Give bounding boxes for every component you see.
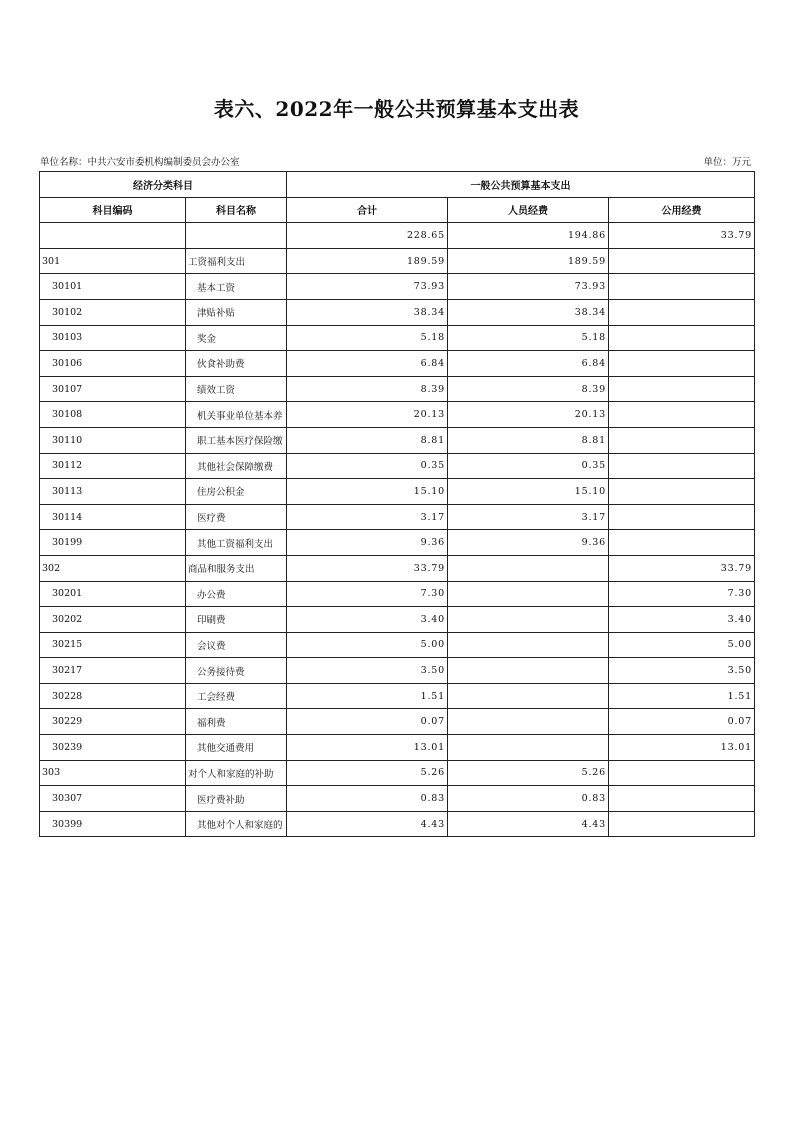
cell-public — [609, 530, 755, 556]
cell-public — [609, 376, 755, 402]
cell-personnel — [448, 581, 609, 607]
table-row — [40, 530, 755, 556]
cell-code: 30202 — [40, 607, 186, 633]
table-row — [40, 709, 755, 735]
cell-total: 8.39 — [287, 376, 448, 402]
cell-name: 会议费 — [186, 632, 287, 658]
cell-code: 30102 — [40, 299, 186, 325]
table-row — [40, 555, 755, 581]
page-title: 表六、2022年一般公共预算基本支出表 — [213, 97, 580, 121]
cell-code: 30229 — [40, 709, 186, 735]
cell-public — [609, 811, 755, 837]
cell-total: 6.84 — [287, 351, 448, 377]
cell-public — [609, 248, 755, 274]
econ-class-header: 经济分类科目 — [40, 172, 287, 198]
cell-total: 3.50 — [287, 658, 448, 684]
cell-name: 其他对个人和家庭的 — [186, 811, 287, 837]
cell-personnel — [448, 709, 609, 735]
cell-public: 13.01 — [609, 735, 755, 761]
table-row — [40, 325, 755, 351]
table-row — [40, 299, 755, 325]
cell-name: 奖金 — [186, 325, 287, 351]
cell-name: 公务接待费 — [186, 658, 287, 684]
cell-name: 商品和服务支出 — [186, 555, 287, 581]
cell-total: 7.30 — [287, 581, 448, 607]
cell-total: 38.34 — [287, 299, 448, 325]
cell-code: 30239 — [40, 735, 186, 761]
table-row — [40, 427, 755, 453]
cell-code: 30217 — [40, 658, 186, 684]
cell-personnel — [448, 683, 609, 709]
cell-code: 30101 — [40, 274, 186, 300]
cell-name: 其他社会保障缴费 — [186, 453, 287, 479]
cell-personnel: 8.39 — [448, 376, 609, 402]
cell-name: 工会经费 — [186, 683, 287, 709]
cell-total: 33.79 — [287, 555, 448, 581]
cell-total: 15.10 — [287, 479, 448, 505]
cell-public — [609, 351, 755, 377]
cell-personnel — [448, 735, 609, 761]
table-row — [40, 274, 755, 300]
table-row — [40, 786, 755, 812]
cell-code: 30201 — [40, 581, 186, 607]
cell-personnel: 194.86 — [448, 223, 609, 249]
cell-public — [609, 453, 755, 479]
cell-public: 3.50 — [609, 658, 755, 684]
table-row — [40, 607, 755, 633]
cell-code: 30106 — [40, 351, 186, 377]
cell-personnel: 15.10 — [448, 479, 609, 505]
cell-public — [609, 325, 755, 351]
cell-code: 30110 — [40, 427, 186, 453]
cell-public: 3.40 — [609, 607, 755, 633]
cell-public: 33.79 — [609, 223, 755, 249]
cell-total: 189.59 — [287, 248, 448, 274]
cell-personnel: 189.59 — [448, 248, 609, 274]
cell-total: 73.93 — [287, 274, 448, 300]
cell-personnel: 8.81 — [448, 427, 609, 453]
table-row — [40, 760, 755, 786]
cell-personnel: 38.34 — [448, 299, 609, 325]
column-header-total: 合计 — [287, 197, 448, 223]
column-header-public: 公用经费 — [609, 197, 755, 223]
cell-total: 3.17 — [287, 504, 448, 530]
cell-public: 5.00 — [609, 632, 755, 658]
cell-public — [609, 427, 755, 453]
table-row — [40, 479, 755, 505]
table-row — [40, 351, 755, 377]
cell-name: 医疗费 — [186, 504, 287, 530]
cell-code: 30307 — [40, 786, 186, 812]
column-header-row — [40, 197, 755, 223]
cell-personnel — [448, 632, 609, 658]
cell-name: 对个人和家庭的补助 — [186, 760, 287, 786]
cell-total: 4.43 — [287, 811, 448, 837]
cell-total: 0.35 — [287, 453, 448, 479]
cell-total: 13.01 — [287, 735, 448, 761]
cell-total: 8.81 — [287, 427, 448, 453]
cell-total: 3.40 — [287, 607, 448, 633]
cell-code: 30199 — [40, 530, 186, 556]
cell-public: 1.51 — [609, 683, 755, 709]
cell-public: 0.07 — [609, 709, 755, 735]
cell-code: 30114 — [40, 504, 186, 530]
table-row — [40, 376, 755, 402]
cell-personnel: 9.36 — [448, 530, 609, 556]
cell-code: 301 — [40, 248, 186, 274]
cell-name: 住房公积金 — [186, 479, 287, 505]
cell-code: 30108 — [40, 402, 186, 428]
cell-code: 30215 — [40, 632, 186, 658]
table-row — [40, 402, 755, 428]
cell-public — [609, 504, 755, 530]
cell-name: 职工基本医疗保险缴 — [186, 427, 287, 453]
cell-public: 33.79 — [609, 555, 755, 581]
cell-public — [609, 274, 755, 300]
cell-total: 0.83 — [287, 786, 448, 812]
cell-public — [609, 479, 755, 505]
cell-name: 绩效工资 — [186, 376, 287, 402]
cell-name: 福利费 — [186, 709, 287, 735]
cell-code: 30103 — [40, 325, 186, 351]
cell-name — [186, 223, 287, 249]
cell-code: 303 — [40, 760, 186, 786]
cell-total: 5.18 — [287, 325, 448, 351]
table-row — [40, 658, 755, 684]
unit-name-label: 单位名称：中共六安市委机构编制委员会办公室 — [40, 157, 240, 168]
cell-total: 228.65 — [287, 223, 448, 249]
cell-code: 30399 — [40, 811, 186, 837]
table-row — [40, 683, 755, 709]
currency-unit-label: 单位：万元 — [703, 157, 751, 168]
cell-personnel: 4.43 — [448, 811, 609, 837]
budget-table — [39, 171, 755, 837]
cell-code: 302 — [40, 555, 186, 581]
cell-personnel: 5.26 — [448, 760, 609, 786]
cell-name: 其他交通费用 — [186, 735, 287, 761]
cell-personnel: 73.93 — [448, 274, 609, 300]
cell-personnel — [448, 607, 609, 633]
table-row — [40, 453, 755, 479]
cell-personnel: 0.83 — [448, 786, 609, 812]
cell-name: 基本工资 — [186, 274, 287, 300]
cell-public — [609, 760, 755, 786]
column-header-name: 科目名称 — [186, 197, 287, 223]
cell-public — [609, 786, 755, 812]
table-row — [40, 223, 755, 249]
cell-public — [609, 402, 755, 428]
cell-total: 5.00 — [287, 632, 448, 658]
cell-personnel — [448, 658, 609, 684]
column-header-code: 科目编码 — [40, 197, 186, 223]
cell-total: 5.26 — [287, 760, 448, 786]
budget-table-body — [40, 172, 755, 837]
cell-personnel: 6.84 — [448, 351, 609, 377]
table-row — [40, 504, 755, 530]
cell-personnel: 3.17 — [448, 504, 609, 530]
table-row — [40, 632, 755, 658]
cell-code: 30228 — [40, 683, 186, 709]
cell-personnel — [448, 555, 609, 581]
cell-personnel: 0.35 — [448, 453, 609, 479]
cell-name: 印刷费 — [186, 607, 287, 633]
group-header-row — [40, 172, 755, 198]
cell-name: 津贴补贴 — [186, 299, 287, 325]
cell-code: 30107 — [40, 376, 186, 402]
cell-public — [609, 299, 755, 325]
cell-name: 机关事业单位基本养 — [186, 402, 287, 428]
table-row — [40, 581, 755, 607]
table-row — [40, 248, 755, 274]
cell-name: 伙食补助费 — [186, 351, 287, 377]
column-header-personnel: 人员经费 — [448, 197, 609, 223]
general-budget-header: 一般公共预算基本支出 — [287, 172, 755, 198]
cell-code — [40, 223, 186, 249]
table-row — [40, 735, 755, 761]
cell-name: 工资福利支出 — [186, 248, 287, 274]
cell-name: 医疗费补助 — [186, 786, 287, 812]
cell-total: 0.07 — [287, 709, 448, 735]
cell-total: 9.36 — [287, 530, 448, 556]
cell-personnel: 20.13 — [448, 402, 609, 428]
cell-personnel: 5.18 — [448, 325, 609, 351]
cell-name: 其他工资福利支出 — [186, 530, 287, 556]
cell-public: 7.30 — [609, 581, 755, 607]
table-row — [40, 811, 755, 837]
cell-code: 30113 — [40, 479, 186, 505]
unit-info-row — [40, 154, 753, 168]
cell-code: 30112 — [40, 453, 186, 479]
cell-total: 20.13 — [287, 402, 448, 428]
cell-name: 办公费 — [186, 581, 287, 607]
cell-total: 1.51 — [287, 683, 448, 709]
